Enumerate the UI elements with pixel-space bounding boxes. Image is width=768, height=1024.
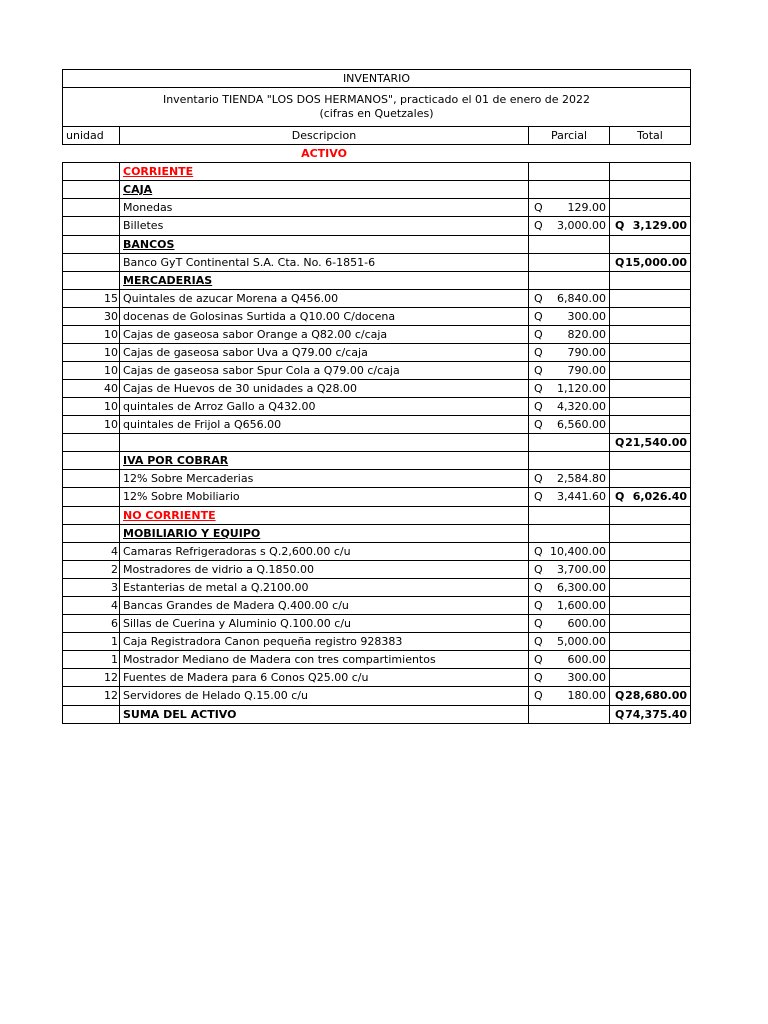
row-descripcion: Sillas de Cuerina y Aluminio Q.100.00 c/u: [120, 615, 529, 633]
row-parcial: [529, 470, 610, 488]
row-total: [610, 615, 691, 633]
row-total: [610, 669, 691, 687]
currency-symbol: Q: [615, 708, 625, 721]
parcial-value: 790.00: [567, 364, 606, 377]
col-header-total: Total: [610, 127, 691, 145]
row-unidad: [63, 434, 120, 452]
row-descripcion: 12% Sobre Mercaderias: [120, 470, 529, 488]
table-row: [63, 507, 691, 525]
row-total: [610, 362, 691, 380]
row-unidad: [63, 163, 120, 181]
row-unidad: 12: [63, 687, 120, 706]
row-parcial: [529, 362, 610, 380]
currency-symbol: Q: [534, 364, 543, 377]
col-header-parcial: Parcial: [529, 127, 610, 145]
parcial-amount: [532, 633, 606, 650]
currency-symbol: Q: [534, 418, 543, 431]
row-unidad: [63, 706, 120, 724]
currency-symbol: Q: [534, 328, 543, 341]
currency-symbol: Q: [615, 219, 625, 232]
row-descripcion: CAJA: [120, 181, 529, 199]
row-total: [610, 181, 691, 199]
parcial-value: 129.00: [567, 201, 606, 214]
currency-symbol: Q: [534, 617, 543, 630]
table-row: [63, 434, 691, 452]
total-amount: [613, 488, 687, 506]
row-unidad: 4: [63, 597, 120, 615]
parcial-value: 180.00: [567, 689, 606, 702]
currency-symbol: Q: [615, 436, 625, 449]
currency-symbol: Q: [534, 635, 543, 648]
row-unidad: 1: [63, 651, 120, 669]
table-row: [63, 687, 691, 706]
total-amount: [613, 217, 687, 235]
row-parcial: [529, 706, 610, 724]
row-total: [610, 706, 691, 724]
table-row: [63, 561, 691, 579]
parcial-value: 1,120.00: [557, 382, 606, 395]
parcial-value: 3,700.00: [557, 563, 606, 576]
row-descripcion: IVA POR COBRAR: [120, 452, 529, 470]
row-unidad: 3: [63, 579, 120, 597]
row-total: [610, 416, 691, 434]
title-row: [63, 70, 691, 88]
row-descripcion: Cajas de gaseosa sabor Spur Cola a Q79.00 c/caja: [120, 362, 529, 380]
row-total: [610, 687, 691, 706]
parcial-amount: [532, 217, 606, 235]
row-parcial: [529, 525, 610, 543]
parcial-amount: [532, 290, 606, 307]
row-parcial: [529, 199, 610, 217]
table-row: [63, 452, 691, 470]
table-row: [63, 633, 691, 651]
row-unidad: 1: [63, 633, 120, 651]
row-parcial: [529, 507, 610, 525]
row-descripcion: Fuentes de Madera para 6 Conos Q25.00 c/u: [120, 669, 529, 687]
row-unidad: [63, 236, 120, 254]
parcial-value: 600.00: [567, 617, 606, 630]
row-total: [610, 525, 691, 543]
row-parcial: [529, 236, 610, 254]
parcial-value: 1,600.00: [557, 599, 606, 612]
row-unidad: [63, 507, 120, 525]
activo-row: [63, 145, 691, 163]
col-header-descripcion: Descripcion: [120, 127, 529, 145]
currency-symbol: Q: [615, 256, 625, 269]
row-parcial: [529, 615, 610, 633]
table-row: [63, 290, 691, 308]
parcial-amount: [532, 615, 606, 632]
row-descripcion: Cajas de gaseosa sabor Uva a Q79.00 c/caja: [120, 344, 529, 362]
row-descripcion: NO CORRIENTE: [120, 507, 529, 525]
row-parcial: [529, 579, 610, 597]
row-descripcion: Billetes: [120, 217, 529, 236]
inventory-table: [62, 69, 691, 724]
currency-symbol: Q: [615, 490, 625, 503]
parcial-value: 10,400.00: [550, 545, 606, 558]
parcial-amount: [532, 651, 606, 668]
row-total: [610, 344, 691, 362]
total-amount: [613, 706, 687, 723]
row-parcial: [529, 217, 610, 236]
row-parcial: [529, 290, 610, 308]
currency-symbol: Q: [534, 653, 543, 666]
currency-symbol: Q: [534, 201, 543, 214]
table-row: [63, 651, 691, 669]
subtitle-row: [63, 88, 691, 127]
row-descripcion: Cajas de Huevos de 30 unidades a Q28.00: [120, 380, 529, 398]
row-total: [610, 452, 691, 470]
row-total: [610, 543, 691, 561]
total-value: 21,540.00: [625, 436, 687, 449]
row-parcial: [529, 452, 610, 470]
currency-symbol: Q: [534, 310, 543, 323]
table-row: [63, 706, 691, 724]
table-row: [63, 163, 691, 181]
row-unidad: 10: [63, 416, 120, 434]
parcial-value: 300.00: [567, 310, 606, 323]
row-total: [610, 579, 691, 597]
parcial-value: 600.00: [567, 653, 606, 666]
row-descripcion: MERCADERIAS: [120, 272, 529, 290]
parcial-amount: [532, 398, 606, 415]
row-descripcion: Banco GyT Continental S.A. Cta. No. 6-1851-6: [120, 254, 529, 272]
table-row: [63, 217, 691, 236]
currency-symbol: Q: [534, 346, 543, 359]
row-total: [610, 651, 691, 669]
row-total: [610, 217, 691, 236]
table-row: [63, 615, 691, 633]
currency-symbol: Q: [534, 563, 543, 576]
row-total: [610, 633, 691, 651]
currency-symbol: Q: [534, 472, 543, 485]
row-descripcion: Bancas Grandes de Madera Q.400.00 c/u: [120, 597, 529, 615]
row-descripcion: Mostradores de vidrio a Q.1850.00: [120, 561, 529, 579]
row-parcial: [529, 254, 610, 272]
row-parcial: [529, 633, 610, 651]
table-row: [63, 181, 691, 199]
subtitle-line-1: Inventario TIENDA "LOS DOS HERMANOS", practicado el 01 de enero de 2022: [162, 93, 591, 106]
parcial-value: 2,584.80: [557, 472, 606, 485]
row-total: [610, 308, 691, 326]
parcial-amount: [532, 416, 606, 433]
table-row: [63, 398, 691, 416]
row-parcial: [529, 398, 610, 416]
parcial-value: 6,840.00: [557, 292, 606, 305]
row-total: [610, 488, 691, 507]
total-value: 28,680.00: [625, 689, 687, 702]
table-row: [63, 525, 691, 543]
row-parcial: [529, 181, 610, 199]
row-unidad: 10: [63, 344, 120, 362]
parcial-value: 300.00: [567, 671, 606, 684]
table-row: [63, 308, 691, 326]
row-unidad: 15: [63, 290, 120, 308]
currency-symbol: Q: [615, 689, 625, 702]
row-descripcion: Mostrador Mediano de Madera con tres compartimientos: [120, 651, 529, 669]
row-descripcion: quintales de Arroz Gallo a Q432.00: [120, 398, 529, 416]
row-parcial: [529, 380, 610, 398]
parcial-value: 3,441.60: [557, 490, 606, 503]
column-header-row: [63, 127, 691, 145]
row-unidad: 10: [63, 362, 120, 380]
row-descripcion: docenas de Golosinas Surtida a Q10.00 C/docena: [120, 308, 529, 326]
row-descripcion: Quintales de azucar Morena a Q456.00: [120, 290, 529, 308]
parcial-value: 4,320.00: [557, 400, 606, 413]
table-row: [63, 669, 691, 687]
table-row: [63, 199, 691, 217]
row-total: [610, 597, 691, 615]
row-unidad: 40: [63, 380, 120, 398]
row-total: [610, 470, 691, 488]
row-descripcion: Estanterias de metal a Q.2100.00: [120, 579, 529, 597]
table-row: [63, 470, 691, 488]
row-total: [610, 163, 691, 181]
currency-symbol: Q: [534, 545, 543, 558]
row-unidad: [63, 470, 120, 488]
row-parcial: [529, 669, 610, 687]
row-total: [610, 380, 691, 398]
parcial-value: 6,300.00: [557, 581, 606, 594]
row-total: [610, 326, 691, 344]
table-row: [63, 326, 691, 344]
row-parcial: [529, 597, 610, 615]
parcial-amount: [532, 669, 606, 686]
total-value: 74,375.40: [625, 708, 687, 721]
total-value: 3,129.00: [632, 219, 687, 232]
row-parcial: [529, 651, 610, 669]
row-unidad: 4: [63, 543, 120, 561]
parcial-value: 820.00: [567, 328, 606, 341]
parcial-amount: [532, 326, 606, 343]
parcial-value: 790.00: [567, 346, 606, 359]
row-total: [610, 272, 691, 290]
row-parcial: [529, 344, 610, 362]
row-descripcion: Camaras Refrigeradoras s Q.2,600.00 c/u: [120, 543, 529, 561]
table-row: [63, 579, 691, 597]
row-unidad: [63, 181, 120, 199]
total-value: 15,000.00: [625, 256, 687, 269]
total-value: 6,026.40: [632, 490, 687, 503]
row-descripcion: Servidores de Helado Q.15.00 c/u: [120, 687, 529, 706]
inventory-sheet: [62, 69, 691, 724]
parcial-amount: [532, 470, 606, 487]
parcial-value: 5,000.00: [557, 635, 606, 648]
parcial-amount: [532, 597, 606, 614]
row-unidad: [63, 488, 120, 507]
row-total: [610, 507, 691, 525]
table-row: [63, 344, 691, 362]
row-unidad: [63, 452, 120, 470]
currency-symbol: Q: [534, 382, 543, 395]
row-parcial: [529, 308, 610, 326]
row-unidad: [63, 272, 120, 290]
table-row: [63, 416, 691, 434]
parcial-value: 6,560.00: [557, 418, 606, 431]
row-unidad: 30: [63, 308, 120, 326]
subtitle-line-2: (cifras en Quetzales): [319, 107, 434, 120]
table-row: [63, 597, 691, 615]
row-parcial: [529, 434, 610, 452]
currency-symbol: Q: [534, 581, 543, 594]
currency-symbol: Q: [534, 219, 543, 232]
row-descripcion: MOBILIARIO Y EQUIPO: [120, 525, 529, 543]
row-descripcion: Caja Registradora Canon pequeña registro 928383: [120, 633, 529, 651]
row-unidad: 12: [63, 669, 120, 687]
row-total: [610, 398, 691, 416]
total-amount: [613, 687, 687, 705]
row-total: [610, 254, 691, 272]
row-total: [610, 561, 691, 579]
row-descripcion: 12% Sobre Mobiliario: [120, 488, 529, 507]
parcial-amount: [532, 543, 606, 560]
row-descripcion: Cajas de gaseosa sabor Orange a Q82.00 c/caja: [120, 326, 529, 344]
table-row: [63, 362, 691, 380]
sheet-subtitle: [63, 88, 691, 127]
row-unidad: 10: [63, 326, 120, 344]
parcial-amount: [532, 561, 606, 578]
row-parcial: [529, 488, 610, 507]
row-total: [610, 199, 691, 217]
parcial-amount: [532, 579, 606, 596]
row-total: [610, 434, 691, 452]
parcial-value: 3,000.00: [557, 219, 606, 232]
row-unidad: 6: [63, 615, 120, 633]
table-row: [63, 236, 691, 254]
parcial-amount: [532, 687, 606, 705]
parcial-amount: [532, 488, 606, 506]
row-descripcion: quintales de Frijol a Q656.00: [120, 416, 529, 434]
parcial-amount: [532, 380, 606, 397]
currency-symbol: Q: [534, 292, 543, 305]
currency-symbol: Q: [534, 490, 543, 503]
row-descripcion: BANCOS: [120, 236, 529, 254]
sheet-title: INVENTARIO: [63, 70, 691, 88]
activo-label: ACTIVO: [301, 147, 347, 160]
row-parcial: [529, 687, 610, 706]
parcial-amount: [532, 199, 606, 216]
row-parcial: [529, 326, 610, 344]
row-parcial: [529, 416, 610, 434]
table-row: [63, 272, 691, 290]
row-descripcion: SUMA DEL ACTIVO: [120, 706, 529, 724]
row-descripcion: [120, 434, 529, 452]
row-parcial: [529, 543, 610, 561]
currency-symbol: Q: [534, 400, 543, 413]
table-row: [63, 380, 691, 398]
currency-symbol: Q: [534, 689, 543, 702]
total-amount: [613, 254, 687, 271]
col-header-unidad: unidad: [63, 127, 120, 145]
parcial-amount: [532, 362, 606, 379]
table-row: [63, 488, 691, 507]
row-unidad: 10: [63, 398, 120, 416]
row-total: [610, 236, 691, 254]
row-parcial: [529, 561, 610, 579]
total-amount: [613, 434, 687, 451]
parcial-amount: [532, 344, 606, 361]
row-unidad: [63, 199, 120, 217]
row-unidad: 2: [63, 561, 120, 579]
currency-symbol: Q: [534, 671, 543, 684]
row-descripcion: CORRIENTE: [120, 163, 529, 181]
parcial-amount: [532, 308, 606, 325]
row-descripcion: Monedas: [120, 199, 529, 217]
table-row: [63, 254, 691, 272]
row-parcial: [529, 272, 610, 290]
row-total: [610, 290, 691, 308]
row-parcial: [529, 163, 610, 181]
table-row: [63, 543, 691, 561]
row-unidad: [63, 217, 120, 236]
currency-symbol: Q: [534, 599, 543, 612]
row-unidad: [63, 254, 120, 272]
row-unidad: [63, 525, 120, 543]
